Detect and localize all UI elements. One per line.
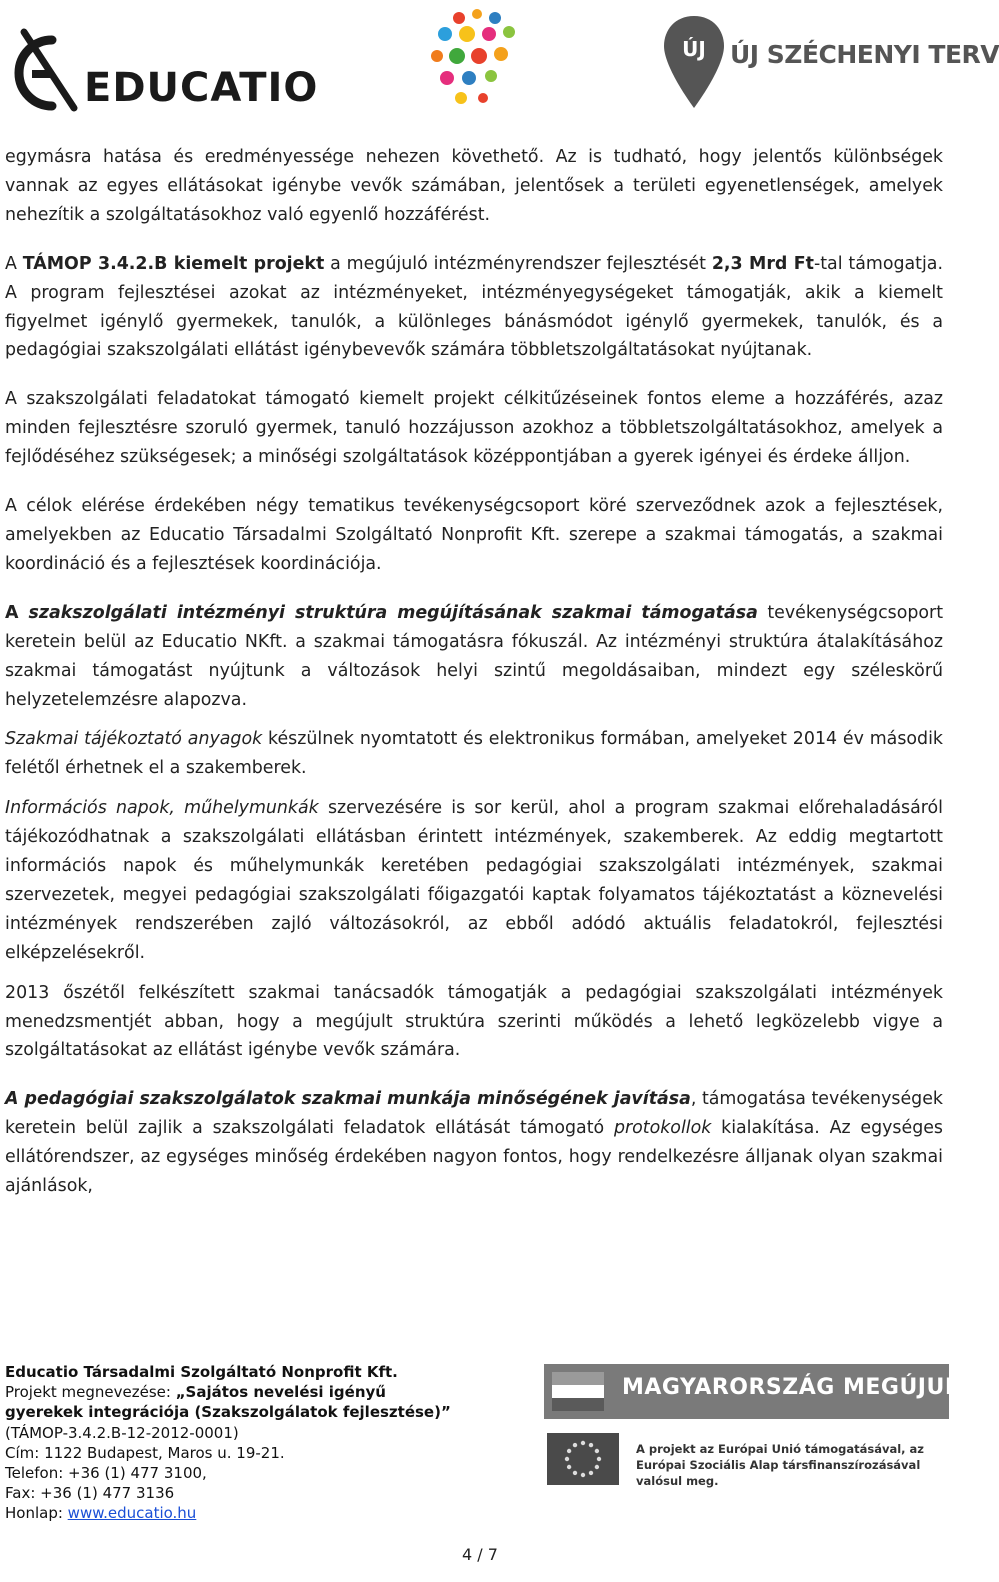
p9-title-bold-italic: A pedagógiai szakszolgálatok szakmai munkája minőségének javítása xyxy=(5,1089,691,1110)
p5-text: A xyxy=(5,602,29,623)
paragraph-8: 2013 őszétől felkészített szakmai tanácsadók támogatják a pedagógiai szakszolgálati intézmények menedzsmentjét abban, hogy a megújult struktúra szerinti működés a lehető legközelebb vigye a szolgáltatásokat az ellátást igénybe vevők számára. xyxy=(5,982,943,1061)
p6-text: készülnek nyomtatott és elektronikus formában, amelyeket 2014 év második felétől érhetnek el a szakemberek. xyxy=(5,729,943,779)
paragraph-2 xyxy=(5,250,943,366)
colorful-dots-icon xyxy=(425,4,540,116)
p2-text: A xyxy=(5,253,23,274)
p7-italic: Információs napok, műhelymunkák xyxy=(5,798,319,819)
footer-contact xyxy=(5,1362,525,1524)
p7-text: szervezésére is sor kerül, ahol a program szakmai előrehaladásáról tájékozódhatnak a szakszolgálati ellátásban érintett intézmények, szakemberek. Az eddig megtartott információs napok és műhelymunkák keretében pedagógiai szakszolgálati intézmények, szakmai szervezetek, megyei pedagógiai szakszolgálati főigazgatói kaptak folyamatos tájékoztatást a köznevelési intézmények rendszerében zajló változásokról, az ebből adódó aktuális feladatokról, fejlesztési elképzelésekről. xyxy=(5,798,943,963)
p5-title-bold-italic: szakszolgálati intézményi struktúra megújításának szakmai támogatása xyxy=(28,602,758,623)
footer-project-code: (TÁMOP-3.4.2.B-12-2012-0001) xyxy=(5,1423,239,1442)
page-header xyxy=(0,0,999,125)
p6-italic: Szakmai tájékoztató anyagok xyxy=(5,729,263,750)
footer-org-name: Educatio Társadalmi Szolgáltató Nonprofit Kft. xyxy=(5,1363,398,1381)
p2-project-bold: TÁMOP 3.4.2.B kiemelt projekt xyxy=(22,253,325,274)
footer-web-link[interactable]: www.educatio.hu xyxy=(67,1504,197,1523)
footer-project-name: „Sajátos nevelési igényű xyxy=(175,1383,386,1402)
p2-text: a megújuló intézményrendszer fejlesztését xyxy=(324,253,712,274)
educatio-logo xyxy=(4,20,354,120)
eu-support-text: A projekt az Európai Unió támogatásával, az Európai Szociális Alap társfinanszírozásával valósul meg. xyxy=(636,1442,924,1488)
paragraph-4: A célok elérése érdekében négy tematikus tevékenységcsoport köré szerveződnek azok a fejlesztések, amelyekben az Educatio Társadalmi Szolgáltató Nonprofit Kft. szerepe a szakmai támogatás, a szakmai koordináció és a fejlesztések koordinációja. xyxy=(5,496,943,574)
footer-phone: Telefon: +36 (1) 477 3100, xyxy=(5,1464,207,1483)
p9-text: , támogatása tevékenységek keretein belül zajlik a szakszolgálati feladatok ellátását támogató xyxy=(5,1089,943,1139)
paragraph-6 xyxy=(5,725,943,783)
szechenyi-pin-icon xyxy=(660,12,728,112)
paragraph-9 xyxy=(5,1085,943,1201)
footer-fax: Fax: +36 (1) 477 3136 xyxy=(5,1484,175,1503)
footer-web-label: Honlap: xyxy=(5,1504,68,1523)
szechenyi-terv-logo xyxy=(660,12,999,122)
magyarorszag-megujul-banner xyxy=(544,1364,960,1419)
eu-funding-banner xyxy=(544,1364,960,1490)
svg-text:ÚJ: ÚJ xyxy=(682,37,706,61)
document-body xyxy=(5,143,943,1212)
paragraph-7 xyxy=(5,794,943,967)
colorful-dots-logo xyxy=(425,4,540,116)
p2-text: -tal támogatja. A program fejlesztései azokat az intézményeket, intézményegységeket támogatják, akik a kiemelt figyelmet igénylő gyermekek, tanulók, a különleges bánásmódot igénylő gyermekek, tanulók, és a pedagógiai szakszolgálati ellátást igénybevevők számára többletszolgáltatásokat nyújtanak. xyxy=(5,253,943,361)
p9-italic: protokollok xyxy=(613,1118,712,1139)
footer-project-label: Projekt megnevezése: xyxy=(5,1383,176,1402)
p2-amount-bold: 2,3 Mrd Ft xyxy=(711,253,814,274)
paragraph-5 xyxy=(5,599,943,715)
page-number: 4 / 7 xyxy=(462,1545,498,1564)
p5-text: tevékenységcsoport keretein belül az Educatio NKft. a szakmai támogatásra fókuszál. Az intézményi struktúra átalakításához szakmai támogatást nyújtunk a változások helyi szintű megoldásaiban, mindezt egy széleskörű helyzetelemzésre alapozva. xyxy=(5,602,944,710)
educatio-emblem-icon xyxy=(4,20,94,120)
footer-address: Cím: 1122 Budapest, Maros u. 19-21. xyxy=(5,1443,285,1462)
p9-text: kialakítása. Az egységes ellátórendszer, az egységes minőség érdekében nagyon fontos, hogy rendelkezésre álljanak olyan szakmai ajánlások, xyxy=(5,1118,943,1197)
educatio-logo-text: EDUCATIO xyxy=(84,65,319,111)
footer-project-line xyxy=(5,1382,525,1402)
paragraph-1: egymásra hatása és eredményessége nehezen követhető. Az is tudható, hogy jelentős különbségek vannak az egyes ellátásokat igénybe vevők számában, jelentősek a területi egyenetlenségek, amelyek nehezítik a szolgáltatásokhoz való egyenlő hozzáférést. xyxy=(5,147,943,225)
eu-support-block xyxy=(544,1429,949,1489)
magyarorszag-megujul-text: MAGYARORSZÁG MEGÚJUL xyxy=(622,1375,960,1400)
hungarian-flag-icon xyxy=(552,1372,604,1411)
footer-project-name-cont: gyerekek integrációja (Szakszolgálatok fejlesztése)” xyxy=(5,1403,451,1422)
szechenyi-logo-text: ÚJ SZÉCHENYI TERV xyxy=(730,40,999,69)
eu-flag-icon xyxy=(547,1433,619,1485)
footer-web-line xyxy=(5,1503,525,1523)
paragraph-3: A szakszolgálati feladatokat támogató kiemelt projekt célkitűzéseinek fontos eleme a hozzáférés, azaz minden fejlesztésre szoruló gyermek, tanuló hozzájusson azokhoz a többletszolgáltatásokhoz, amelyek a fejlődéséhez szükségesek; a minőségi szolgáltatások középpontjában a gyerek igényei és érdeke álljon. xyxy=(5,389,943,468)
